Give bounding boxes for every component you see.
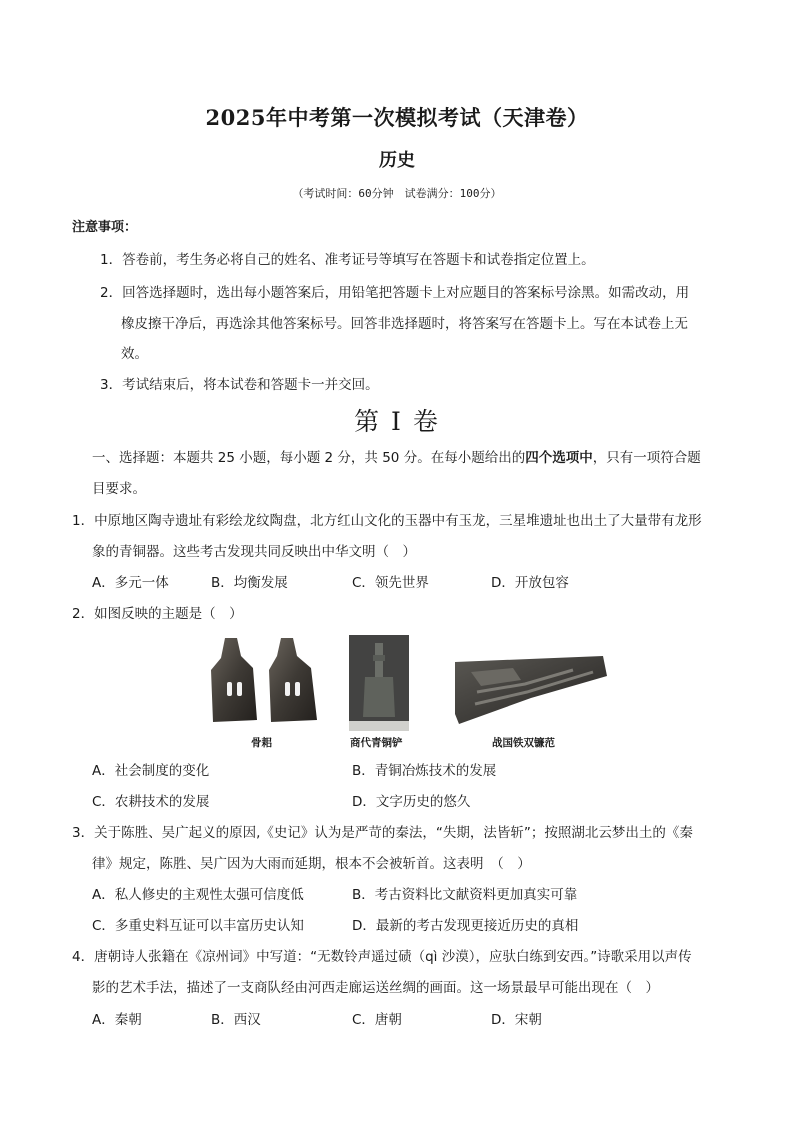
notice-item-2-line-3: 效。 <box>121 346 148 362</box>
question-3-option-b[interactable]: B．考古资料比文献资料更加真实可靠 <box>352 887 578 903</box>
question-2-option-b[interactable]: B．青铜冶炼技术的发展 <box>352 763 497 779</box>
notice-item-1: 1．答卷前，考生务必将自己的姓名、准考证号等填写在答题卡和试卷指定位置上。 <box>100 252 595 268</box>
notice-heading: 注意事项： <box>72 220 138 235</box>
question-4-option-c[interactable]: C．唐朝 <box>352 1012 402 1028</box>
question-1-option-d[interactable]: D．开放包容 <box>491 575 569 591</box>
section-instructions-line-2: 目要求。 <box>92 481 146 497</box>
question-4-line-1: 4．唐朝诗人张籍在《凉州词》中写道：“无数铃声遥过碛（qì 沙漠），应驮白练到安西。”诗歌采用以声传 <box>72 949 692 965</box>
section-text-bold: 四个选项中 <box>525 450 593 466</box>
caption-bronze-shovel: 商代青铜铲 <box>350 737 403 749</box>
question-2-stem: 2．如图反映的主题是（ ） <box>72 606 243 622</box>
section-text-c: ，只有一项符合题 <box>592 450 701 466</box>
notice-item-2-line-1: 2．回答选择题时，选出每小题答案后，用铅笔把答题卡上对应题目的答案标号涂黑。如需改动，用 <box>100 285 690 301</box>
section-text-a: 一、选择题：本题共 25 小题，每小题 2 分，共 50 分。在每小题给出的 <box>92 450 526 466</box>
question-4-option-d[interactable]: D．宋朝 <box>491 1012 542 1028</box>
question-2-option-c[interactable]: C．农耕技术的发展 <box>92 794 210 810</box>
question-3-option-a[interactable]: A．私人修史的主观性太强可信度低 <box>92 887 304 903</box>
question-1-line-2: 象的青铜器。这些考古发现共同反映出中华文明（ ） <box>92 544 416 560</box>
question-3-option-c[interactable]: C．多重史料互证可以丰富历史认知 <box>92 918 304 934</box>
bronze-shovel-image <box>349 635 409 731</box>
caption-iron-mold: 战国铁双镰范 <box>492 737 555 749</box>
question-4-line-2: 影的艺术手法，描述了一支商队经由河西走廊运送丝绸的画面。这一场景最早可能出现在（ ） <box>92 980 659 996</box>
question-4-option-b[interactable]: B．西汉 <box>211 1012 261 1028</box>
question-3-line-2: 律》规定，陈胜、吴广因为大雨而延期，根本不会被斩首。这表明 （ ） <box>92 856 531 872</box>
exam-meta: （考试时间：60分钟 试卷满分：100分） <box>292 187 502 200</box>
iron-mold-image <box>453 654 609 726</box>
question-1-option-a[interactable]: A．多元一体 <box>92 575 169 591</box>
question-1-option-c[interactable]: C．领先世界 <box>352 575 429 591</box>
question-2-option-d[interactable]: D．文字历史的悠久 <box>352 794 471 810</box>
bone-spade-image <box>207 634 323 726</box>
question-1-line-1: 1．中原地区陶寺遗址有彩绘龙纹陶盘，北方红山文化的玉器中有玉龙，三星堆遗址也出土了大量带有龙形 <box>72 513 702 529</box>
exam-title: 2025年中考第一次模拟考试（天津卷） <box>205 105 589 130</box>
volume-heading: 第 I 卷 <box>354 407 440 436</box>
notice-item-3: 3．考试结束后，将本试卷和答题卡一并交回。 <box>100 377 379 393</box>
notice-item-2-line-2: 橡皮擦干净后，再选涂其他答案标号。回答非选择题时，将答案写在答题卡上。写在本试卷上无 <box>121 316 688 332</box>
caption-bone-spade: 骨耜 <box>251 737 272 749</box>
question-1-option-b[interactable]: B．均衡发展 <box>211 575 288 591</box>
exam-subject: 历史 <box>379 150 415 171</box>
question-2-option-a[interactable]: A．社会制度的变化 <box>92 763 210 779</box>
question-3-line-1: 3．关于陈胜、吴广起义的原因,《史记》认为是严苛的秦法，“失期，法皆斩”；按照湖北云梦出土的《秦 <box>72 825 693 841</box>
question-4-option-a[interactable]: A．秦朝 <box>92 1012 142 1028</box>
section-instructions-line-1 <box>92 446 701 466</box>
question-3-option-d[interactable]: D．最新的考古发现更接近历史的真相 <box>352 918 579 934</box>
